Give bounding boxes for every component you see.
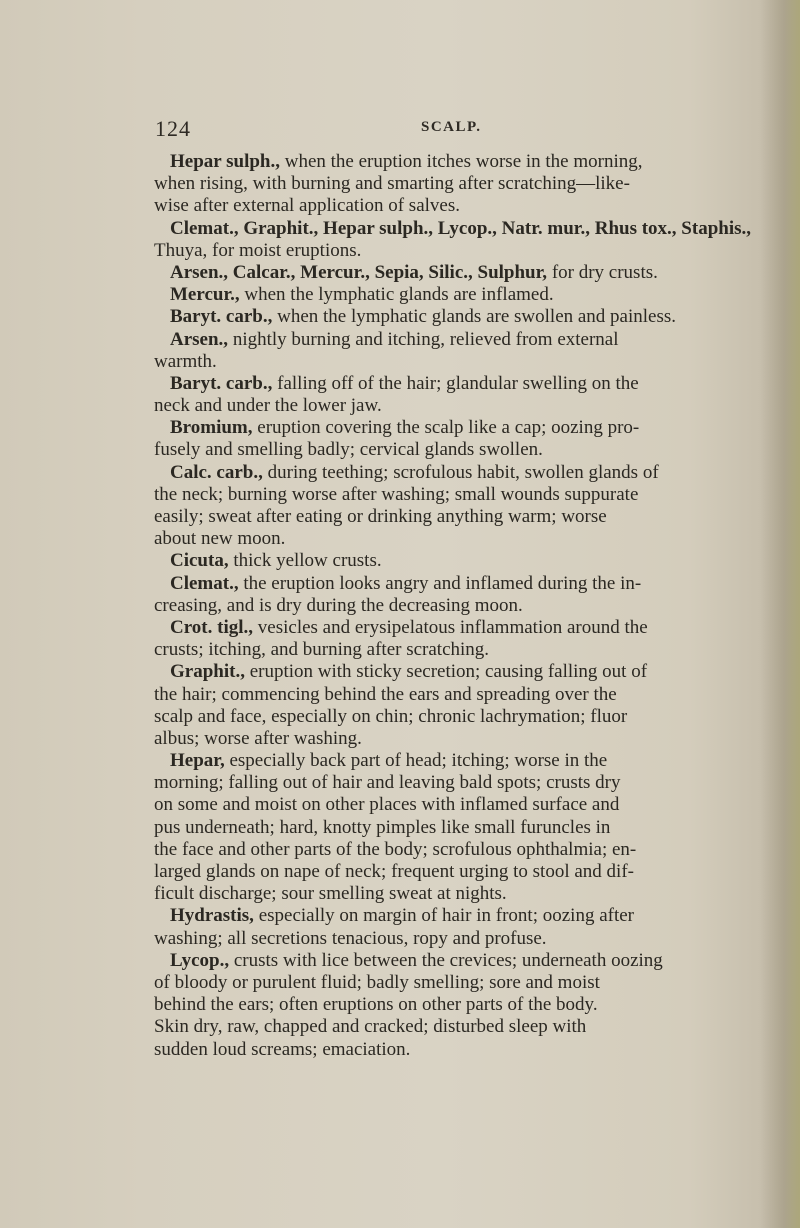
remedy-name: Crot. tigl., [170,616,254,638]
line-text: eruption with sticky secretion; causing falling out of [244,661,648,683]
line-text: larged glands on nape of neck; frequent urging to stool and dif- [154,861,634,882]
text-line [170,550,780,572]
text-line [154,1039,780,1061]
line-text: when the lymphatic glands are swollen and painless. [272,306,677,328]
text-line [170,905,780,927]
remedy-name: Cicuta, [170,550,229,572]
remedy-name: Calc. carb., [170,461,263,483]
remedy-name: Baryt. carb., [170,372,273,394]
body-text [154,151,780,1061]
text-line [154,1016,780,1038]
text-line [154,506,780,528]
remedy-name: Arsen., Calcar., Mercur., Sepia, Silic., Sulphur, [170,261,548,283]
text-line [170,151,780,173]
line-text: neck and under the lower jaw. [154,395,382,417]
line-text: morning; falling out of hair and leaving bald spots; crusts dry [154,772,621,794]
line-text: washing; all secretions tenacious, ropy and profuse. [154,927,547,949]
remedy-name: Baryt. carb., [170,306,273,328]
remedy-paragraph [170,550,780,572]
text-line [170,329,780,351]
text-line [154,972,780,994]
line-text: warmth. [154,350,217,372]
line-text: thick yellow crusts. [228,550,382,572]
remedy-name: Bromium, [170,417,253,439]
line-text: creasing, and is dry during the decreasing moon. [154,594,523,616]
text-line [154,861,780,883]
text-line [170,218,780,240]
text-line [154,528,780,550]
text-line [154,817,780,839]
remedy-paragraph [170,306,780,328]
text-line [170,373,780,395]
line-text: when the lymphatic glands are inflamed. [239,284,554,306]
remedy-paragraph [154,661,780,750]
line-text: crusts with lice between the crevices; underneath oozing [229,949,663,971]
text-line [154,684,780,706]
text-line [170,262,780,284]
line-text: nightly burning and itching, relieved from external [228,328,619,350]
remedy-paragraph [170,284,780,306]
line-text: wise after external application of salves. [154,195,460,217]
remedy-paragraph [154,151,780,218]
remedy-paragraph [154,572,780,617]
remedy-paragraph [154,461,780,551]
remedy-name: Mercur., [170,284,240,306]
line-text: the hair; commencing behind the ears and spreading over the [154,683,617,705]
text-line [154,639,780,661]
text-line [170,661,780,683]
text-line [154,595,780,617]
remedy-paragraph [154,372,780,417]
line-text: vesicles and erysipelatous inflammation around the [253,616,648,638]
line-text: easily; sweat after eating or drinking anything warm; worse [154,506,607,527]
text-line [154,839,780,861]
line-text: crusts; itching, and burning after scratching. [154,639,490,661]
text-line [170,573,780,595]
text-line [170,284,780,306]
text-line [170,306,780,328]
line-text: scalp and face, especially on chin; chronic lachrymation; fluor [154,705,628,727]
remedy-paragraph [154,417,780,461]
running-head [155,116,715,140]
text-line [154,484,780,506]
line-text: Skin dry, raw, chapped and cracked; disturbed sleep with [154,1016,587,1038]
remedy-paragraph [154,616,780,661]
line-text: behind the ears; often eruptions on other parts of the body. [154,994,598,1016]
text-line [154,728,780,750]
remedy-name: Hydrastis, [170,905,254,927]
line-text: especially on margin of hair in front; oozing after [253,905,634,927]
text-line [154,351,780,373]
line-text: ficult discharge; sour smelling sweat at nights. [154,883,507,905]
text-line [154,706,780,728]
text-line [170,750,780,772]
remedy-name: Hepar sulph., [170,151,280,172]
text-line [154,794,780,816]
line-text: the neck; burning worse after washing; small wounds suppurate [154,483,639,505]
remedy-name: Hepar, [170,750,225,772]
remedy-name: Lycop., [170,949,230,971]
remedy-paragraph [154,905,780,949]
text-line [154,173,780,195]
line-text: during teething; scrofulous habit, swollen glands of [262,461,659,483]
remedy-paragraph [170,262,780,284]
text-line [154,994,780,1016]
line-text: of bloody or purulent fluid; badly smelling; sore and moist [154,971,600,993]
line-text: the face and other parts of the body; scrofulous ophthalmia; en- [154,838,637,860]
line-text: the eruption looks angry and inflamed during the in- [238,572,642,594]
page-number: 124 [155,116,191,141]
text-line [170,950,780,972]
page-heading: SCALP. [421,119,482,135]
remedy-name: Clemat., Graphit., Hepar sulph., Lycop., Natr. mur., Rhus tox., Staphis., [170,217,752,239]
remedy-paragraph [154,328,780,373]
line-text: albus; worse after washing. [154,727,362,749]
text-line [154,195,780,217]
remedy-paragraph [154,949,780,1061]
remedy-name: Graphit., [170,661,245,683]
text-line [154,928,780,950]
remedy-name: Arsen., [170,328,229,350]
text-line [154,772,780,794]
line-text: Thuya, for moist eruptions. [154,239,362,261]
line-text: on some and moist on other places with inflamed surface and [154,794,620,816]
line-text: when the eruption itches worse in the morning, [280,151,643,172]
remedy-paragraph [154,750,780,905]
remedy-name: Clemat., [170,572,239,594]
text-line [154,883,780,905]
text-line [170,462,780,484]
line-text: pus underneath; hard, knotty pimples like small furuncles in [154,816,611,838]
line-text: about new moon. [154,528,286,550]
line-text: especially back part of head; itching; worse in the [224,750,608,772]
text-line [154,395,780,417]
line-text: falling off of the hair; glandular swelling on the [272,372,639,394]
text-line [170,417,780,439]
line-text: eruption covering the scalp like a cap; oozing pro- [252,417,640,439]
text-line [170,617,780,639]
line-text: sudden loud screams; emaciation. [154,1038,411,1060]
line-text: for dry crusts. [547,261,658,283]
remedy-paragraph [154,217,780,262]
line-text: fusely and smelling badly; cervical glands swollen. [154,439,543,461]
text-line [154,240,780,262]
line-text: when rising, with burning and smarting after scratching—like- [154,173,630,195]
text-line [154,439,780,461]
